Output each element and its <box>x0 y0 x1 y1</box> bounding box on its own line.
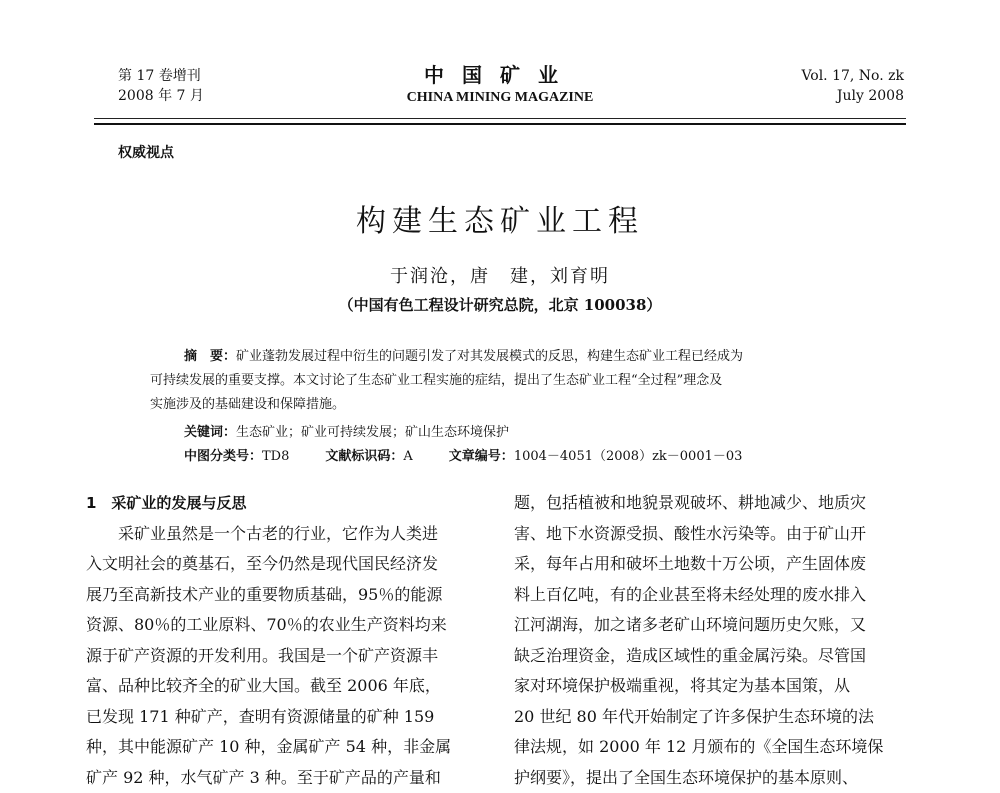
body-line: 采矿业虽然是一个古老的行业，它作为人类进 <box>86 519 484 550</box>
body-line: 害、地下水资源受损、酸性水污染等。由于矿山开 <box>514 519 912 550</box>
body-line: 矿产 92 种，水气矿产 3 种。至于矿产品的产量和 <box>86 763 484 793</box>
body-line: 江河湖海，加之诸多老矿山环境问题历史欠账，又 <box>514 610 912 641</box>
header-rule-thick <box>94 123 906 125</box>
body-line: 展乃至高新技术产业的重要物质基础，95％的能源 <box>86 580 484 611</box>
doc-code-label: 文献标识码： <box>325 449 403 464</box>
body-line: 种，其中能源矿产 10 种，金属矿产 54 种，非金属 <box>86 732 484 763</box>
body-line: 源于矿产资源的开发利用。我国是一个矿产资源丰 <box>86 641 484 672</box>
body-line: 题，包括植被和地貌景观破坏、耕地减少、地质灾 <box>514 488 912 519</box>
body-line: 入文明社会的奠基石，至今仍然是现代国民经济发 <box>86 549 484 580</box>
volume-en: Vol. 17, No. zk <box>801 66 904 86</box>
journal-title-en: CHINA MINING MAGAZINE <box>0 88 1000 108</box>
header-rule-thin <box>94 118 906 119</box>
body-line: 家对环境保护极端重视，将其定为基本国策，从 <box>514 671 912 702</box>
class-value: TD8 <box>262 449 289 464</box>
article-number-value: 1004－4051（2008）zk－0001－03 <box>514 449 743 464</box>
classification-line <box>184 445 742 469</box>
section-heading: 1 采矿业的发展与反思 <box>86 488 484 519</box>
keywords-label: 关键词： <box>184 425 236 440</box>
abstract-line: 实施涉及的基础建设和保障措施。 <box>150 393 850 417</box>
column-tag: 权威视点 <box>118 142 174 162</box>
class-label: 中图分类号： <box>184 449 262 464</box>
abstract-line: 可持续发展的重要支撑。本文讨论了生态矿业工程实施的症结，提出了生态矿业工程“全过程”理念及 <box>150 369 850 393</box>
body-line: 资源、80％的工业原料、70％的农业生产资料均来 <box>86 610 484 641</box>
date-en: July 2008 <box>801 86 904 106</box>
body-line: 20 世纪 80 年代开始制定了许多保护生态环境的法 <box>514 702 912 733</box>
abstract <box>150 345 850 417</box>
article-authors: 于润沧，唐 建，刘育明 <box>0 262 1000 288</box>
date-cn: 2008 年 7 月 <box>118 86 204 106</box>
header-right <box>801 66 904 106</box>
body-column-right <box>514 488 912 793</box>
body-line: 缺乏治理资金，造成区域性的重金属污染。尽管国 <box>514 641 912 672</box>
body-line: 护纲要》，提出了全国生态环境保护的基本原则、 <box>514 763 912 793</box>
doc-code-value: A <box>403 449 412 464</box>
body-line: 富、品种比较齐全的矿业大国。截至 2006 年底， <box>86 671 484 702</box>
body-line: 已发现 171 种矿产，查明有资源储量的矿种 159 <box>86 702 484 733</box>
article-affiliation: （中国有色工程设计研究总院，北京 100038） <box>0 294 1000 315</box>
keywords <box>184 421 509 445</box>
body-line: 采，每年占用和破坏土地数十万公顷，产生固体废 <box>514 549 912 580</box>
abstract-label: 摘 要： <box>184 349 236 364</box>
journal-title-cn: 中国矿业 <box>0 62 1000 88</box>
article-title: 构建生态矿业工程 <box>0 196 1000 240</box>
body-column-left <box>86 488 484 793</box>
body-line: 律法规，如 2000 年 12 月颁布的《全国生态环境保 <box>514 732 912 763</box>
keywords-value: 生态矿业；矿业可持续发展；矿山生态环境保护 <box>236 425 509 440</box>
body-line: 料上百亿吨，有的企业甚至将未经处理的废水排入 <box>514 580 912 611</box>
volume-cn: 第 17 卷增刊 <box>118 66 204 86</box>
abstract-line: 摘 要：矿业蓬勃发展过程中衍生的问题引发了对其发展模式的反思，构建生态矿业工程已经成为 <box>150 345 850 369</box>
article-number-label: 文章编号： <box>449 449 514 464</box>
